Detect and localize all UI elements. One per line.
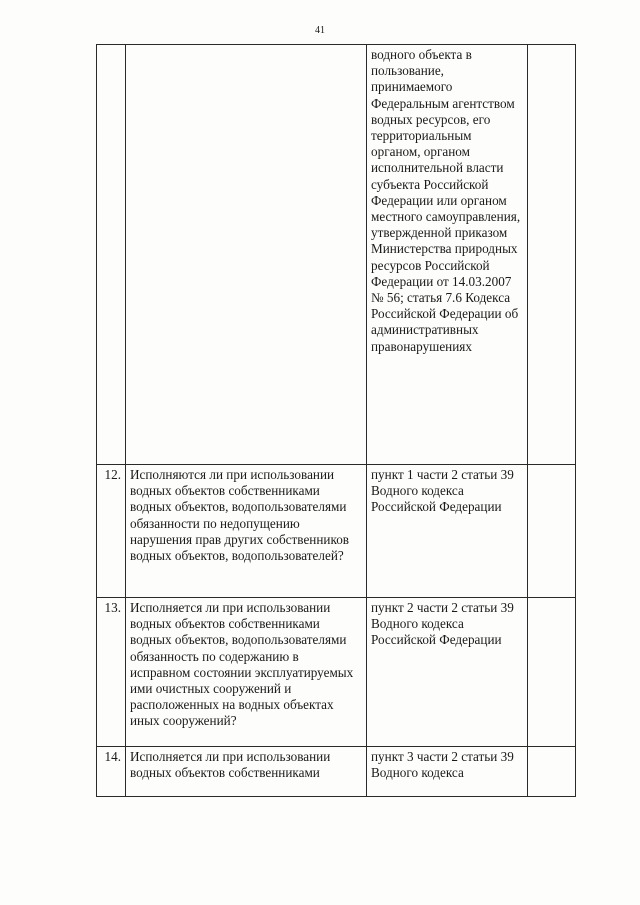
row-question: Исполняются ли при использовании водных объектов собственниками водных объектов, водопользователями обязанности по недопущению нарушения прав других собственников водных объектов, водопользователей? <box>126 465 367 598</box>
table-row <box>97 747 576 797</box>
table-row <box>97 45 576 465</box>
row-question: Исполняется ли при использовании водных объектов собственниками <box>126 747 367 797</box>
row-note <box>528 598 576 747</box>
row-reference: пункт 1 части 2 статьи 39 Водного кодекса Российской Федерации <box>367 465 528 598</box>
row-question: Исполняется ли при использовании водных объектов собственниками водных объектов, водопользователями обязанность по содержанию в исправном состоянии эксплуатируемых ими очистных сооружений и расположенных на водных объектах иных сооружений? <box>126 598 367 747</box>
row-question <box>126 45 367 465</box>
row-note <box>528 747 576 797</box>
row-number <box>97 45 126 465</box>
row-reference: пункт 2 части 2 статьи 39 Водного кодекса Российской Федерации <box>367 598 528 747</box>
row-reference: водного объекта в пользование, принимаемого Федеральным агентством водных ресурсов, его территориальным органом, органом исполнительной власти субъекта Российской Федерации или органом местного самоуправления, утвержденной приказом Министерства природных ресурсов Российской Федерации от 14.03.2007 № 56; статья 7.6 Кодекса Российской Федерации об административных правонарушениях <box>367 45 528 465</box>
table-row <box>97 598 576 747</box>
row-number: 13. <box>97 598 126 747</box>
row-reference: пункт 3 части 2 статьи 39 Водного кодекса <box>367 747 528 797</box>
checklist-table <box>96 44 576 797</box>
page-number: 41 <box>315 25 325 36</box>
table-row <box>97 465 576 598</box>
row-note <box>528 465 576 598</box>
row-number: 12. <box>97 465 126 598</box>
row-note <box>528 45 576 465</box>
row-number: 14. <box>97 747 126 797</box>
